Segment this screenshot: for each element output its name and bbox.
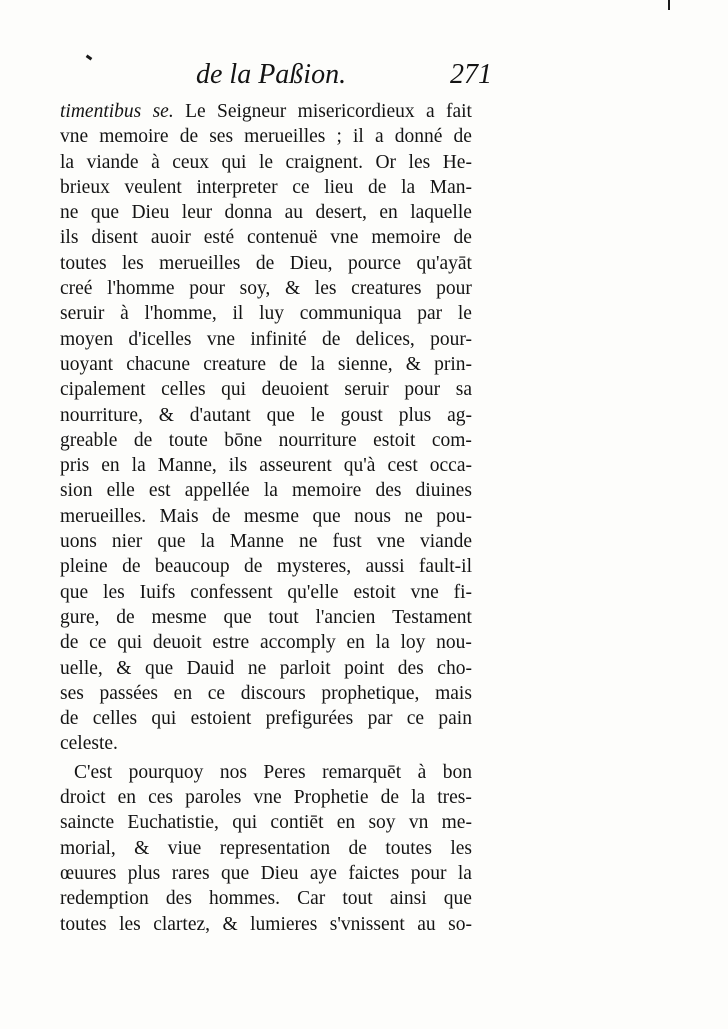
text-line: C'est pourquoy nos Peres remarquēt à bon <box>74 761 472 783</box>
text-line: redemption des hommes. Car tout ainsi que <box>60 888 472 910</box>
text-line: toutes les merueilles de Dieu, pource qu'ayāt <box>60 252 472 274</box>
text-line: creé l'homme pour soy, & les creatures pour <box>60 278 472 300</box>
text-line: saincte Euchatistie, qui contiēt en soy vn me- <box>60 812 472 834</box>
running-title: de la Paßion. <box>196 59 347 90</box>
text-line: greable de toute bōne nourriture estoit com- <box>60 429 472 451</box>
text-line: uoyant chacune creature de la sienne, & prin- <box>60 353 472 375</box>
ink-speck <box>668 0 670 10</box>
text-line: ne que Dieu leur donna au desert, en laquelle <box>60 202 472 224</box>
text-line: celeste. <box>60 733 118 755</box>
text-line: merueilles. Mais de mesme que nous ne pou- <box>60 505 472 527</box>
running-head <box>60 58 492 92</box>
text-line: uons nier que la Manne ne fust vne viande <box>60 531 472 553</box>
text-line: gure, de mesme que tout l'ancien Testament <box>60 606 472 628</box>
body-text <box>60 99 472 937</box>
text-line: moyen d'icelles vne infinité de delices, pour- <box>60 328 472 350</box>
text-line: de celles qui estoient prefigurées par ce pain <box>60 708 472 730</box>
text-line: pris en la Manne, ils asseurent qu'à cest occa- <box>60 455 472 477</box>
text-line: ils disent auoir esté contenuë vne memoire de <box>60 227 472 249</box>
text-line: uelle, & que Dauid ne parloit point des cho- <box>60 657 472 679</box>
text-line: pleine de beaucoup de mysteres, aussi fault-il <box>60 556 472 578</box>
text-line: droict en ces paroles vne Prophetie de la tres- <box>60 787 472 809</box>
text-line: timentibus se. Le Seigneur misericordieux a fait <box>60 101 472 122</box>
text-line: de ce qui deuoit estre accomply en la loy nou- <box>60 632 472 654</box>
text-line: la viande à ceux qui le craignent. Or les He- <box>60 151 472 173</box>
text-line: toutes les clartez, & lumieres s'vnissent au so- <box>60 913 472 935</box>
text-line: morial, & viue representation de toutes les <box>60 837 472 859</box>
text-line: brieux veulent interpreter ce lieu de la Man- <box>60 176 472 198</box>
text-line: vne memoire de ses merueilles ; il a donné de <box>60 126 472 148</box>
text-line: nourriture, & d'autant que le goust plus ag- <box>60 404 472 426</box>
text-line: sion elle est appellée la memoire des diuines <box>60 480 472 502</box>
text-line: œuures plus rares que Dieu aye faictes pour la <box>60 862 472 884</box>
text-line: seruir à l'homme, il luy communiqua par le <box>60 303 472 325</box>
page-number: 271 <box>450 59 492 90</box>
text-line: cipalement celles qui deuoient seruir pour sa <box>60 379 472 401</box>
text-line: que les Iuifs confessent qu'elle estoit vne fi- <box>60 581 472 603</box>
text-line: ses passées en ce discours prophetique, mais <box>60 682 472 704</box>
